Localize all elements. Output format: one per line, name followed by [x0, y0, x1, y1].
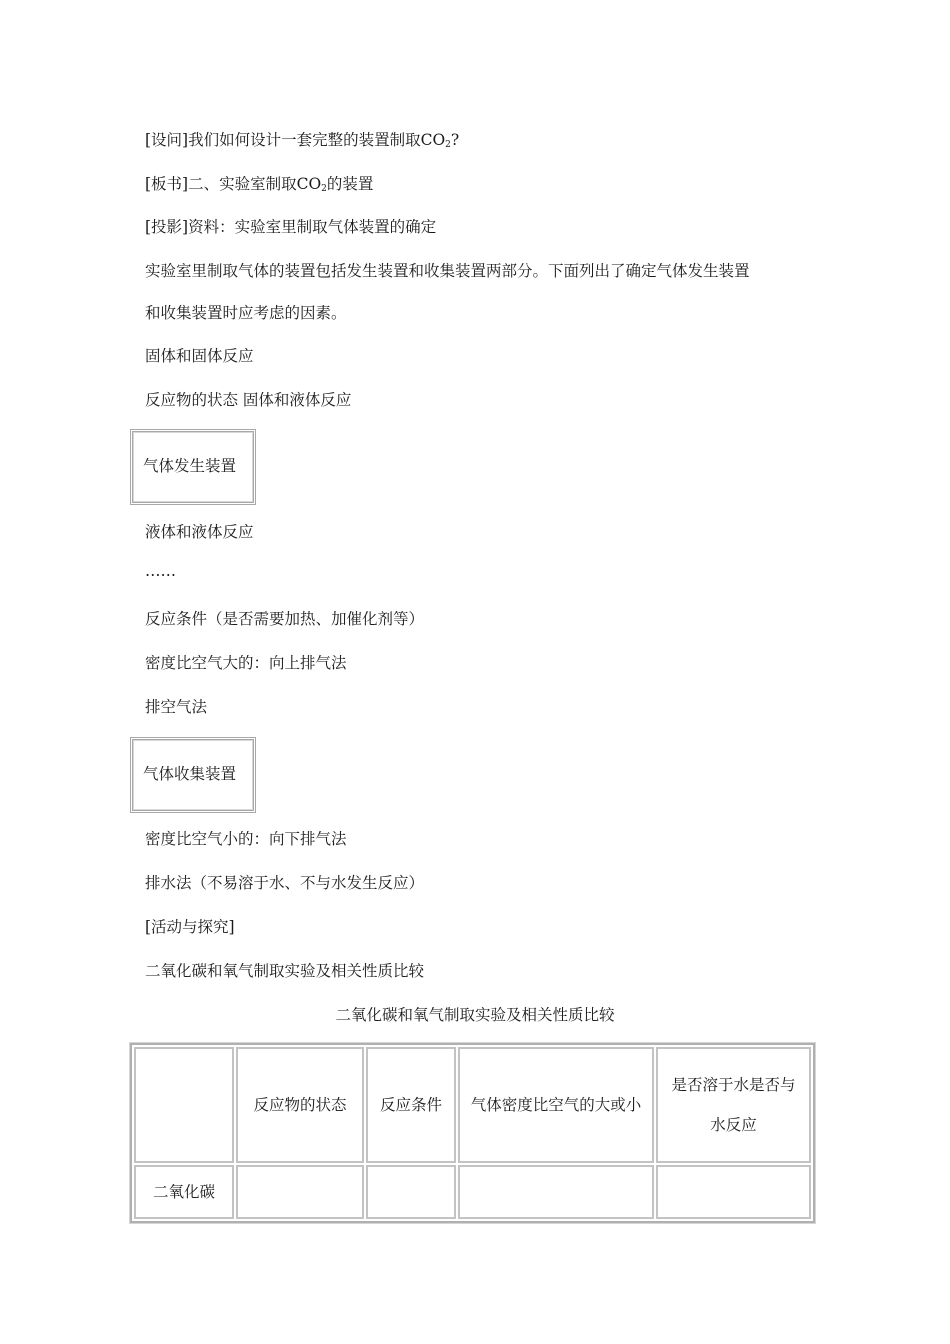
table-caption: 二氧化碳和氧气制取实验及相关性质比较 [335, 1006, 615, 1024]
factor-denser-air: 密度比空气大的：向上排气法 [145, 654, 347, 672]
generator-box [130, 429, 256, 505]
activity-heading: [活动与探究] [145, 918, 235, 936]
board-line [145, 172, 373, 194]
header-cell-conditions: 反应条件 [366, 1047, 456, 1163]
board-text: [板书]二、实验室制取CO [145, 175, 322, 193]
generator-box-label: 气体发生装置 [143, 457, 237, 475]
factor-conditions: 反应条件（是否需要加热、加催化剂等） [145, 610, 425, 628]
header-cell-reactant-state: 反应物的状态 [236, 1047, 364, 1163]
header-cell-blank [134, 1047, 234, 1163]
header-cell-density: 气体密度比空气的大或小 [458, 1047, 654, 1163]
comparison-heading: 二氧化碳和氧气制取实验及相关性质比较 [145, 962, 425, 980]
factor-solid-solid: 固体和固体反应 [145, 347, 254, 365]
table-header-row [134, 1047, 811, 1163]
collector-box [130, 737, 256, 813]
subscript: 2 [445, 140, 451, 150]
factor-liquid-liquid: 液体和液体反应 [145, 523, 254, 541]
factor-water-displacement: 排水法（不易溶于水、不与水发生反应） [145, 874, 425, 892]
ellipsis: …… [145, 562, 176, 580]
projection-line: [投影]资料：实验室里制取气体装置的确定 [145, 218, 437, 236]
collector-box-label: 气体收集装置 [143, 765, 237, 783]
factor-air-displacement: 排空气法 [145, 698, 208, 716]
question-mark: ? [450, 131, 460, 149]
question-line [145, 128, 459, 150]
comparison-table [130, 1043, 815, 1223]
factor-lighter-air: 密度比空气小的：向下排气法 [145, 830, 347, 848]
table-cell: 二氧化碳 [134, 1165, 234, 1219]
board-text-end: 的装置 [326, 175, 374, 193]
table-cell [366, 1165, 456, 1219]
table-cell [656, 1165, 811, 1219]
header-cell-water: 是否溶于水是否与水反应 [656, 1047, 811, 1163]
factor-reactant-state: 反应物的状态 固体和液体反应 [145, 391, 352, 409]
table-cell [236, 1165, 364, 1219]
subscript: 2 [321, 184, 327, 194]
table-row [134, 1165, 811, 1219]
paragraph-line-2: 和收集装置时应考虑的因素。 [145, 304, 347, 322]
question-text: [设问]我们如何设计一套完整的装置制取CO [145, 131, 446, 149]
paragraph-line-1: 实验室里制取气体的装置包括发生装置和收集装置两部分。下面列出了确定气体发生装置 [145, 262, 750, 280]
table-cell [458, 1165, 654, 1219]
